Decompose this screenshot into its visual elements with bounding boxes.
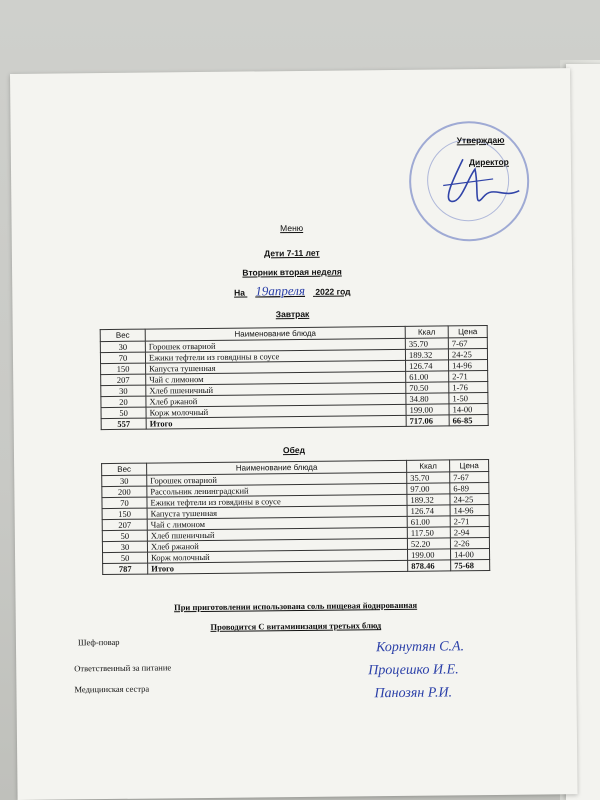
dish-cell: Ежики тефтели из говядины в соусе [147, 494, 407, 508]
nutrition-signature: Процешко И.Е. [368, 662, 459, 679]
price-cell: 14-00 [449, 404, 488, 415]
day-label: Вторник вторая неделя [242, 266, 342, 278]
kcal-cell: 117.50 [407, 527, 450, 538]
price-cell: 2-71 [449, 371, 488, 382]
price-cell: 6-89 [450, 483, 489, 494]
date-handwritten: 19апреля [255, 282, 306, 299]
dish-cell: Капуста тушенная [147, 505, 407, 519]
kcal-cell: 878.46 [408, 560, 451, 571]
approve-label: Утверждаю [456, 134, 505, 146]
weight-cell: 30 [102, 475, 147, 486]
column-header: Наименование блюда [147, 460, 407, 475]
weight-cell: 557 [101, 418, 146, 429]
kcal-cell: 35.70 [405, 338, 448, 349]
age-group: Дети 7-11 лет [264, 247, 320, 259]
menu-document [10, 68, 578, 800]
director-signature-icon [423, 139, 534, 230]
price-cell: 75-68 [451, 560, 490, 571]
director-label: Директор [468, 156, 509, 168]
column-header: Ккал [407, 460, 450, 472]
weight-cell: 207 [102, 519, 147, 530]
column-header: Цена [450, 460, 489, 472]
column-header: Наименование блюда [145, 326, 405, 341]
weight-cell: 30 [101, 385, 146, 396]
breakfast-table [100, 325, 489, 430]
salt-note: При приготовлении использована соль пищевая йодированная [174, 599, 418, 613]
kcal-cell: 61.00 [407, 516, 450, 527]
price-cell: 7-67 [450, 472, 489, 483]
lunch-table [101, 459, 490, 575]
dish-cell: Корж молочный [148, 549, 408, 563]
price-cell: 1-76 [449, 382, 488, 393]
dish-cell: Хлеб ржаной [146, 393, 406, 407]
weight-cell: 70 [102, 497, 147, 508]
weight-cell: 150 [102, 508, 147, 519]
dish-cell: Хлеб пшеничный [147, 527, 407, 541]
price-cell: 2-71 [450, 516, 489, 527]
kcal-cell: 34.80 [406, 393, 449, 404]
nurse-role: Медицинская сестра [74, 683, 150, 695]
weight-cell: 20 [101, 396, 146, 407]
weight-cell: 30 [100, 341, 145, 352]
weight-cell: 50 [101, 407, 146, 418]
kcal-cell: 199.00 [407, 549, 450, 560]
dish-cell: Итого [148, 560, 408, 574]
kcal-cell: 126.74 [406, 360, 449, 371]
dish-cell: Корж молочный [146, 404, 406, 418]
dish-cell: Хлеб пшеничный [146, 382, 406, 396]
kcal-cell: 126.74 [407, 505, 450, 516]
price-cell: 24-25 [448, 349, 487, 360]
weight-cell: 207 [101, 374, 146, 385]
vitamin-note: Проводится С витаминизация третьих блюд [210, 620, 382, 632]
price-cell: 66-85 [449, 415, 488, 426]
dish-cell: Горошек отварной [145, 338, 405, 352]
weight-cell: 30 [102, 541, 147, 552]
date-line [12, 280, 572, 302]
price-cell: 14-00 [450, 549, 489, 560]
kcal-cell: 189.32 [407, 494, 450, 505]
column-header: Цена [448, 326, 487, 338]
price-cell: 24-25 [450, 494, 489, 505]
dish-cell: Чай с лимоном [147, 516, 407, 530]
column-header: Вес [100, 329, 145, 341]
kcal-cell: 52.20 [407, 538, 450, 549]
date-year: 2022 год [315, 286, 351, 297]
column-header: Ккал [405, 326, 448, 338]
kcal-cell: 61.00 [406, 371, 449, 382]
dish-cell: Капуста тушенная [146, 360, 406, 374]
dish-cell: Рассольник ленинградский [147, 483, 407, 497]
dish-cell: Чай с лимоном [146, 371, 406, 385]
price-cell: 2-26 [450, 538, 489, 549]
weight-cell: 150 [101, 363, 146, 374]
kcal-cell: 189.32 [405, 349, 448, 360]
menu-title: Меню [280, 222, 304, 234]
price-cell: 7-67 [448, 338, 487, 349]
dish-cell: Ежики тефтели из говядины в соусе [145, 349, 405, 363]
chef-signature: Корнутян С.А. [375, 639, 465, 656]
dish-cell: Горошек отварной [147, 472, 407, 486]
dish-cell: Хлеб ржаной [147, 538, 407, 552]
price-cell: 14-96 [450, 505, 489, 516]
dish-cell: Итого [146, 415, 406, 429]
weight-cell: 200 [102, 486, 147, 497]
column-header: Вес [102, 463, 147, 475]
kcal-cell: 70.50 [406, 382, 449, 393]
price-cell: 1-50 [449, 393, 488, 404]
chef-role: Шеф-повар [77, 636, 120, 648]
date-prefix: На [233, 287, 245, 298]
kcal-cell: 717.06 [406, 415, 449, 426]
weight-cell: 787 [103, 563, 148, 574]
lunch-title: Обед [282, 444, 306, 456]
kcal-cell: 97.00 [407, 483, 450, 494]
weight-cell: 50 [103, 552, 148, 563]
nutrition-role: Ответственный за питание [74, 662, 172, 674]
breakfast-title: Завтрак [275, 308, 310, 320]
kcal-cell: 35.70 [407, 472, 450, 483]
weight-cell: 50 [102, 530, 147, 541]
price-cell: 2-94 [450, 527, 489, 538]
nurse-signature: Панозян Р.И. [374, 685, 453, 702]
weight-cell: 70 [100, 352, 145, 363]
kcal-cell: 199.00 [406, 404, 449, 415]
price-cell: 14-96 [449, 360, 488, 371]
